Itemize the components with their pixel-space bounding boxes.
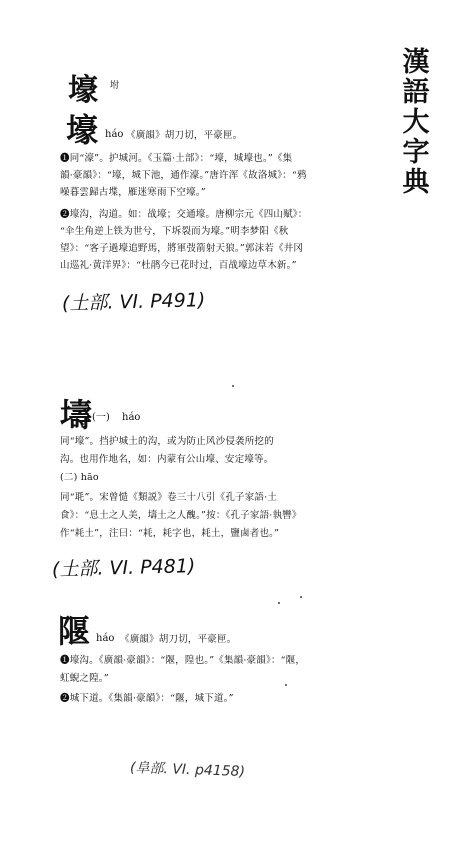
entry2-line: 食》：“息土之人美，壔土之人醜。”按：《孔子家語·執轡》: [60, 510, 302, 521]
entry1-source: 《廣韻》胡刀切，平豪匣。: [126, 130, 243, 141]
title-char: 漢: [402, 47, 430, 78]
entry2-handwritten-note: (土部. VI. P481): [51, 555, 196, 581]
title-char: 語: [402, 77, 430, 108]
entry2-sense1-marker: (一): [92, 412, 110, 423]
entry1-pron: háo: [105, 129, 124, 140]
entry1-line: 韻·豪韻》：“壕，城下池，通作濠。”唐许浑《故洛城》：“鸦: [60, 170, 307, 181]
scan-speck: [232, 385, 234, 387]
entry3-line: ❶壕沟。《廣韻·豪韻》：“隁，隍也。”《集韻·豪韻》：“隁，: [60, 655, 306, 666]
entry1-line: ❷壕沟，沟道。如：战壕；交通壕。唐柳宗元《四山赋》：: [60, 209, 308, 220]
entry3-pron: háo: [96, 633, 115, 644]
scan-speck: [300, 596, 302, 598]
entry3-line: 虹蜺之隍。”: [60, 673, 109, 684]
entry3-line: ❷城下道。《集韻·豪韻》：“隁，城下道。”: [60, 693, 234, 704]
entry3-headword: 隁: [58, 612, 91, 650]
scan-speck: [285, 684, 287, 686]
entry1-line: 望》：“客子過壕追野馬，將軍弢箭射天狼。”郭沫若《井冈: [60, 243, 304, 254]
entry2-line: 沟。也用作地名，如：内蒙有公山壕、安定壕等。: [60, 454, 274, 465]
title-char: 大: [402, 107, 430, 138]
title-char: 典: [402, 167, 430, 198]
entry1-line: ❶同“濠”。护城河。《玉篇·土部》：“壕，城壕也。”《集: [60, 153, 293, 164]
entry2-sense2: (二) hāo: [60, 472, 99, 483]
entry2-line: 同“壕”。挡护城土的沟，或为防止风沙侵袭所挖的: [60, 436, 274, 447]
entry3-source: 《廣韻》胡刀切，平豪匣。: [120, 634, 237, 645]
book-title-vertical: [396, 48, 436, 198]
title-char: 字: [402, 137, 430, 168]
entry2-line: 同“毦”。宋曾慥《類説》卷三十八引《孔子家語·土: [60, 492, 278, 503]
entry1-headword-sup: 坿: [110, 81, 120, 91]
entry1-line: 山巡礼·黄洋界》：“杜鹃今已花时过，百战壕边草木新。”: [60, 260, 297, 271]
entry2-line: 作“耗土”，注曰：“耗，耗字也，耗土，鹽鹵者也。”: [60, 528, 280, 539]
entry2-pron1: háo: [122, 412, 141, 423]
entry1-headword-top: 壕: [68, 73, 98, 108]
entry1-line: “伞生角逆上铁为世兮，下坼裂而为壕。”明李梦阳《秋: [60, 226, 289, 237]
entry1-headword: 壕: [66, 111, 99, 149]
entry1-handwritten-note: (土部. VI. P491): [61, 289, 206, 315]
entry2-headword: 壔: [60, 396, 93, 434]
entry3-handwritten-note: (阜部. VI. p4158): [129, 759, 246, 781]
entry1-line: 噪暮雲歸古堞，雁迷寒雨下空壕。”: [60, 187, 206, 198]
scan-speck: [278, 602, 280, 604]
